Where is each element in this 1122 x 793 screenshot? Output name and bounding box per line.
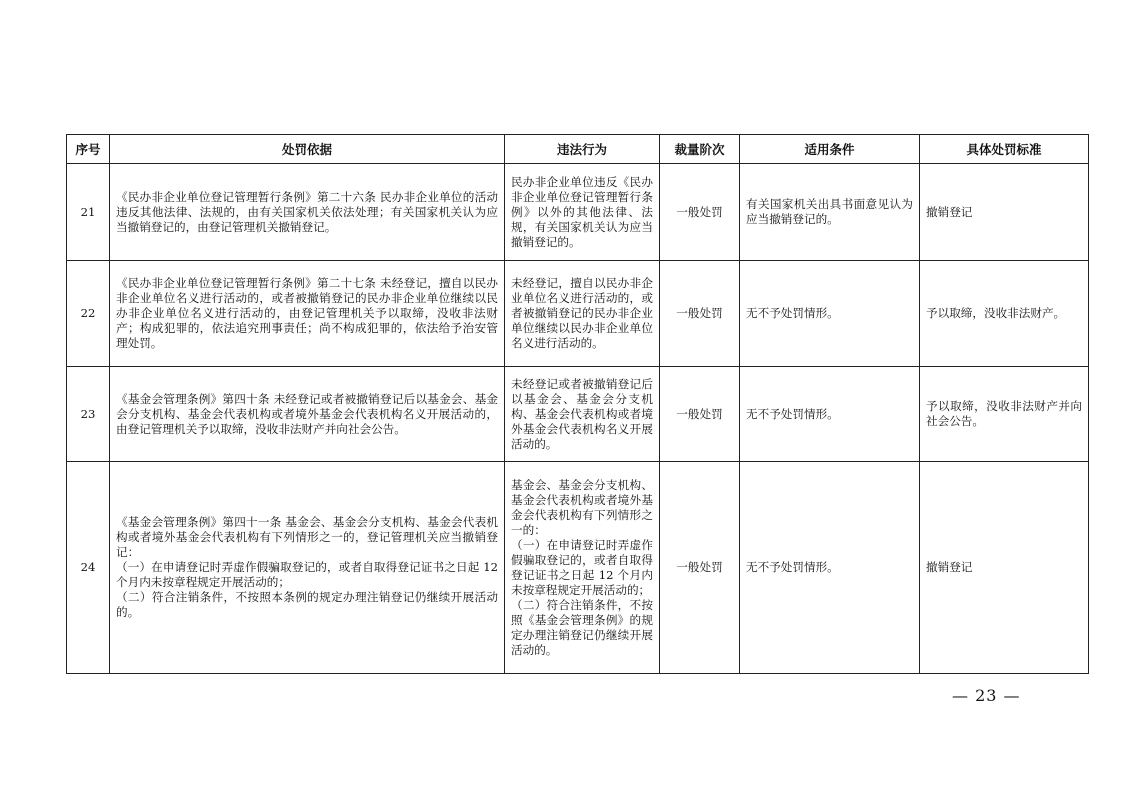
violation: 民办非企业单位违反《民办非企业单位登记管理暂行条例》以外的其他法律、法规，有关国家机关认为应当撤销登记的。 <box>505 164 660 261</box>
penalty-standard: 予以取缔，没收非法财产。 <box>920 261 1089 367</box>
penalty-basis: 《民办非企业单位登记管理暂行条例》第二十六条 民办非企业单位的活动违反其他法律、法规的，由有关国家机关依法处理；有关国家机关认为应当撤销登记的，由登记管理机关撤销登记。 <box>110 164 505 261</box>
penalty-standard: 撤销登记 <box>920 462 1089 674</box>
table-row <box>67 261 1089 367</box>
applicable-condition: 有关国家机关出具书面意见认为应当撤销登记的。 <box>740 164 920 261</box>
table-header-row <box>67 135 1089 164</box>
page-number: — 23 — <box>952 686 1021 705</box>
row-number: 22 <box>67 261 110 367</box>
discretion-level: 一般处罚 <box>660 164 740 261</box>
discretion-level: 一般处罚 <box>660 462 740 674</box>
discretion-level: 一般处罚 <box>660 367 740 462</box>
applicable-condition: 无不予处罚情形。 <box>740 261 920 367</box>
penalty-standard: 撤销登记 <box>920 164 1089 261</box>
applicable-condition: 无不予处罚情形。 <box>740 367 920 462</box>
penalty-basis: 《民办非企业单位登记管理暂行条例》第二十七条 未经登记，擅自以民办非企业单位名义进行活动的，或者被撤销登记的民办非企业单位继续以民办非企业单位名义进行活动的，由登记管理机关予以取缔，没收非法财产；构成犯罪的，依法追究刑事责任；尚不构成犯罪的，依法给予治安管理处罚。 <box>110 261 505 367</box>
applicable-condition: 无不予处罚情形。 <box>740 462 920 674</box>
header-level: 裁量阶次 <box>660 135 740 164</box>
penalty-basis: 《基金会管理条例》第四十条 未经登记或者被撤销登记后以基金会、基金会分支机构、基金会代表机构或者境外基金会代表机构名义开展活动的，由登记管理机关予以取缔，没收非法财产并向社会公告。 <box>110 367 505 462</box>
row-number: 24 <box>67 462 110 674</box>
violation: 未经登记，擅自以民办非企业单位名义进行活动的，或者被撤销登记的民办非企业单位继续以民办非企业单位名义进行活动的。 <box>505 261 660 367</box>
penalty-standard: 予以取缔，没收非法财产并向社会公告。 <box>920 367 1089 462</box>
penalty-table <box>66 134 1089 674</box>
violation: 未经登记或者被撤销登记后以基金会、基金会分支机构、基金会代表机构或者境外基金会代表机构名义开展活动的。 <box>505 367 660 462</box>
row-number: 23 <box>67 367 110 462</box>
header-condition: 适用条件 <box>740 135 920 164</box>
table-row <box>67 462 1089 674</box>
discretion-level: 一般处罚 <box>660 261 740 367</box>
violation: 基金会、基金会分支机构、基金会代表机构或者境外基金会代表机构有下列情形之一的： （一）在申请登记时弄虚作假骗取登记的，或者自取得登记证书之日起 12 个月内未按章程规定开展活动的； （二）符合注销条件，不按照《基金会管理条例》的规定办理注销登记仍继续开展活动的。 <box>505 462 660 674</box>
table-row <box>67 164 1089 261</box>
header-standard: 具体处罚标准 <box>920 135 1089 164</box>
table-row <box>67 367 1089 462</box>
row-number: 21 <box>67 164 110 261</box>
header-no: 序号 <box>67 135 110 164</box>
header-violation: 违法行为 <box>505 135 660 164</box>
penalty-basis: 《基金会管理条例》第四十一条 基金会、基金会分支机构、基金会代表机构或者境外基金会代表机构有下列情形之一的，登记管理机关应当撤销登记： （一）在申请登记时弄虚作假骗取登记的，或者自取得登记证书之日起 12 个月内未按章程规定开展活动的； （二）符合注销条件，不按照本条例的规定办理注销登记仍继续开展活动的。 <box>110 462 505 674</box>
header-basis: 处罚依据 <box>110 135 505 164</box>
